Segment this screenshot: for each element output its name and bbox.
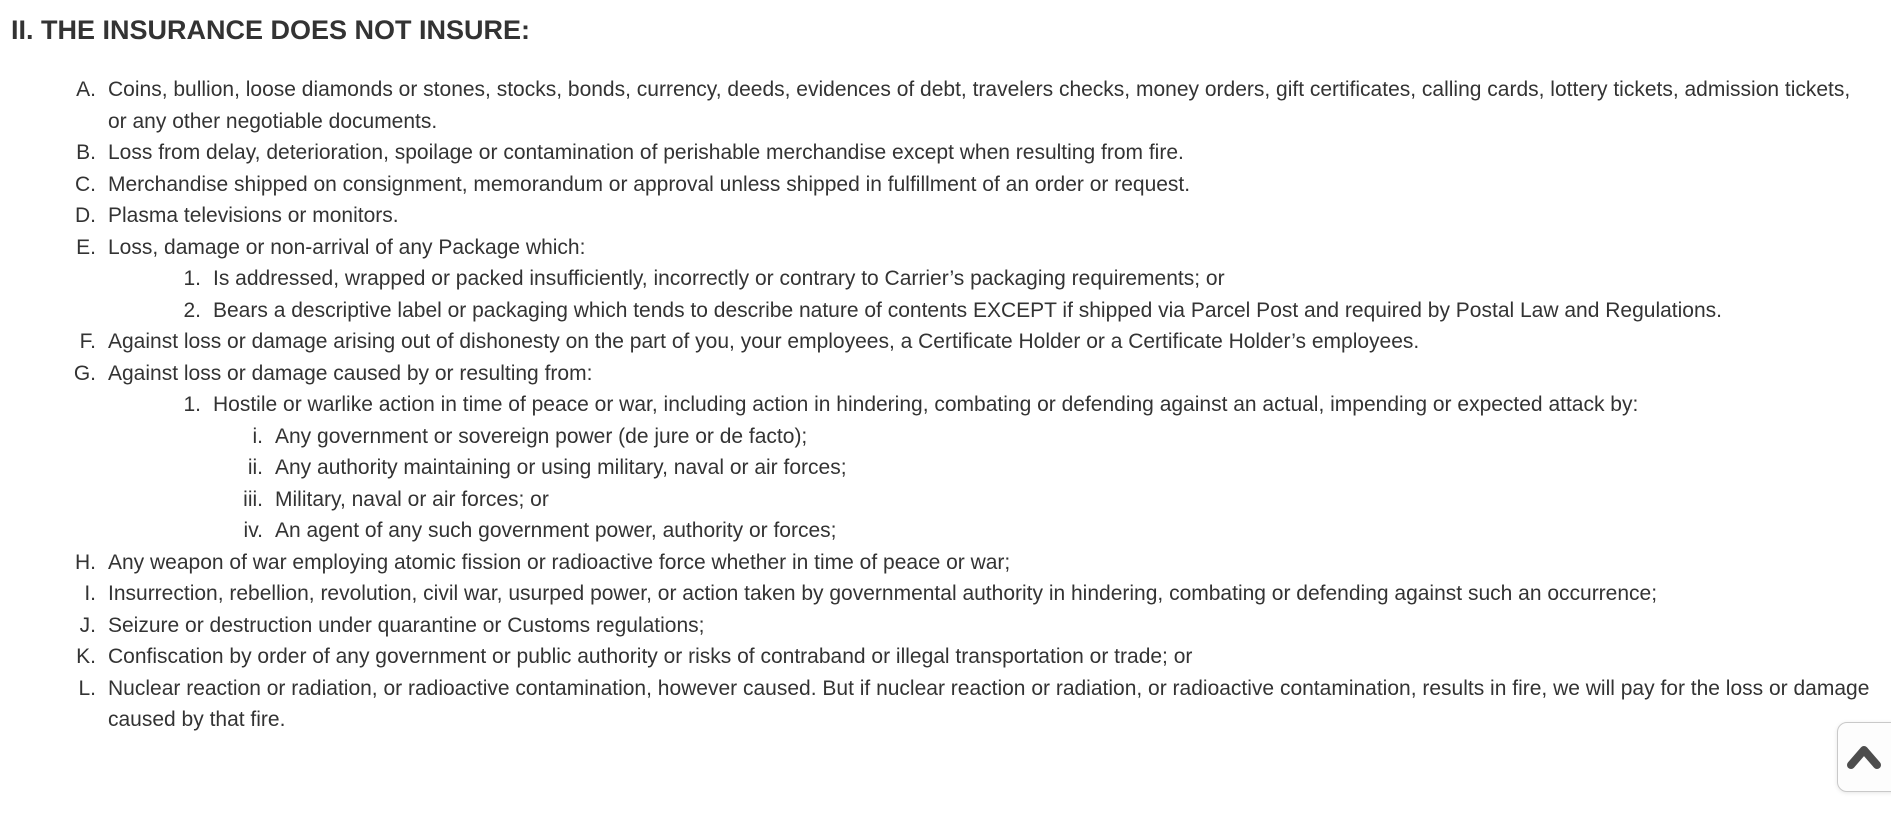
item-text: Confiscation by order of any government or public authority or risks of contraband or illegal transportation or trade; or <box>108 645 1193 668</box>
list-item-i <box>11 421 1875 453</box>
list-item-l <box>11 673 1875 736</box>
item-text: Any weapon of war employing atomic fission or radioactive force whether in time of peace or war; <box>108 550 1011 574</box>
list-item-j <box>11 610 1875 642</box>
item-text: Against loss or damage caused by or resulting from: <box>108 361 593 385</box>
item-text: Nuclear reaction or radiation, or radioactive contamination, however caused. But if nuclear reaction or radiation, or radioactive contamination, results in fire, we will pay for the loss or damage caused by that fire. <box>108 676 1870 731</box>
item-marker: ii. <box>247 456 263 479</box>
list-item-f <box>11 326 1875 358</box>
item-marker: E. <box>76 235 96 259</box>
item-marker: B. <box>76 141 96 164</box>
item-text: Is addressed, wrapped or packed insufficiently, incorrectly or contrary to Carrier’s packaging requirements; or <box>213 267 1225 290</box>
list-item-k <box>11 641 1875 673</box>
item-marker: iv. <box>243 519 263 542</box>
list-item-b <box>11 137 1875 169</box>
item-marker: A. <box>76 78 96 101</box>
list-item-i <box>11 578 1875 610</box>
item-marker: i. <box>252 424 263 448</box>
list-item-g <box>11 358 1875 390</box>
list-item-e <box>11 232 1875 264</box>
item-text: Any government or sovereign power (de jure or de facto); <box>275 424 808 448</box>
section-heading: II. THE INSURANCE DOES NOT INSURE: <box>11 15 531 45</box>
item-marker: J. <box>79 613 96 637</box>
list-item-ii <box>11 452 1875 484</box>
item-text: Military, naval or air forces; or <box>275 487 549 511</box>
list-item-h <box>11 547 1875 579</box>
list-item-2 <box>11 295 1875 327</box>
list-item-d <box>11 200 1875 232</box>
list-item-1 <box>11 389 1875 421</box>
item-marker: L. <box>78 676 96 700</box>
item-text: Any authority maintaining or using military, naval or air forces; <box>275 456 847 479</box>
item-text: Seizure or destruction under quarantine or Customs regulations; <box>108 613 705 637</box>
item-text: An agent of any such government power, authority or forces; <box>275 519 837 542</box>
item-marker: H. <box>75 550 96 574</box>
item-marker: G. <box>73 361 96 385</box>
list-item-iv <box>11 515 1875 547</box>
item-text: Against loss or damage arising out of dishonesty on the part of you, your employees, a Certificate Holder or a Certificate Holder’s employees. <box>108 330 1420 353</box>
item-text: Loss, damage or non-arrival of any Package which: <box>108 235 586 259</box>
list-item-c <box>11 169 1875 201</box>
item-text: Insurrection, rebellion, revolution, civil war, usurped power, or action taken by governmental authority in hindering, combating or defending against such an occurrence; <box>108 582 1658 605</box>
list-item-a <box>11 74 1875 137</box>
item-marker: I. <box>84 582 96 605</box>
item-marker: 1. <box>183 267 201 290</box>
item-text: Hostile or warlike action in time of peace or war, including action in hindering, combating or defending against an actual, impending or expected attack by: <box>213 393 1639 416</box>
exclusions-list <box>11 74 1875 736</box>
item-marker: iii. <box>243 487 263 511</box>
item-text: Loss from delay, deterioration, spoilage or contamination of perishable merchandise except when resulting from fire. <box>108 141 1184 164</box>
scroll-to-top-button[interactable] <box>1837 722 1891 792</box>
list-item-1 <box>11 263 1875 295</box>
item-marker: F. <box>79 330 96 353</box>
item-marker: 1. <box>183 393 201 416</box>
list-item-iii <box>11 484 1875 516</box>
item-marker: D. <box>75 204 96 227</box>
item-marker: 2. <box>183 298 201 322</box>
item-text: Bears a descriptive label or packaging which tends to describe nature of contents EXCEPT if shipped via Parcel Post and required by Postal Law and Regulations. <box>213 298 1722 322</box>
item-text: Merchandise shipped on consignment, memorandum or approval unless shipped in fulfillment of an order or request. <box>108 172 1191 196</box>
chevron-up-icon <box>1845 743 1891 771</box>
item-marker: K. <box>76 645 96 668</box>
item-text: Coins, bullion, loose diamonds or stones, stocks, bonds, currency, deeds, evidences of debt, travelers checks, money orders, gift certificates, calling cards, lottery tickets, admission tickets, or any other negotiable documents. <box>108 78 1851 133</box>
item-text: Plasma televisions or monitors. <box>108 204 399 227</box>
item-marker: C. <box>75 172 96 196</box>
